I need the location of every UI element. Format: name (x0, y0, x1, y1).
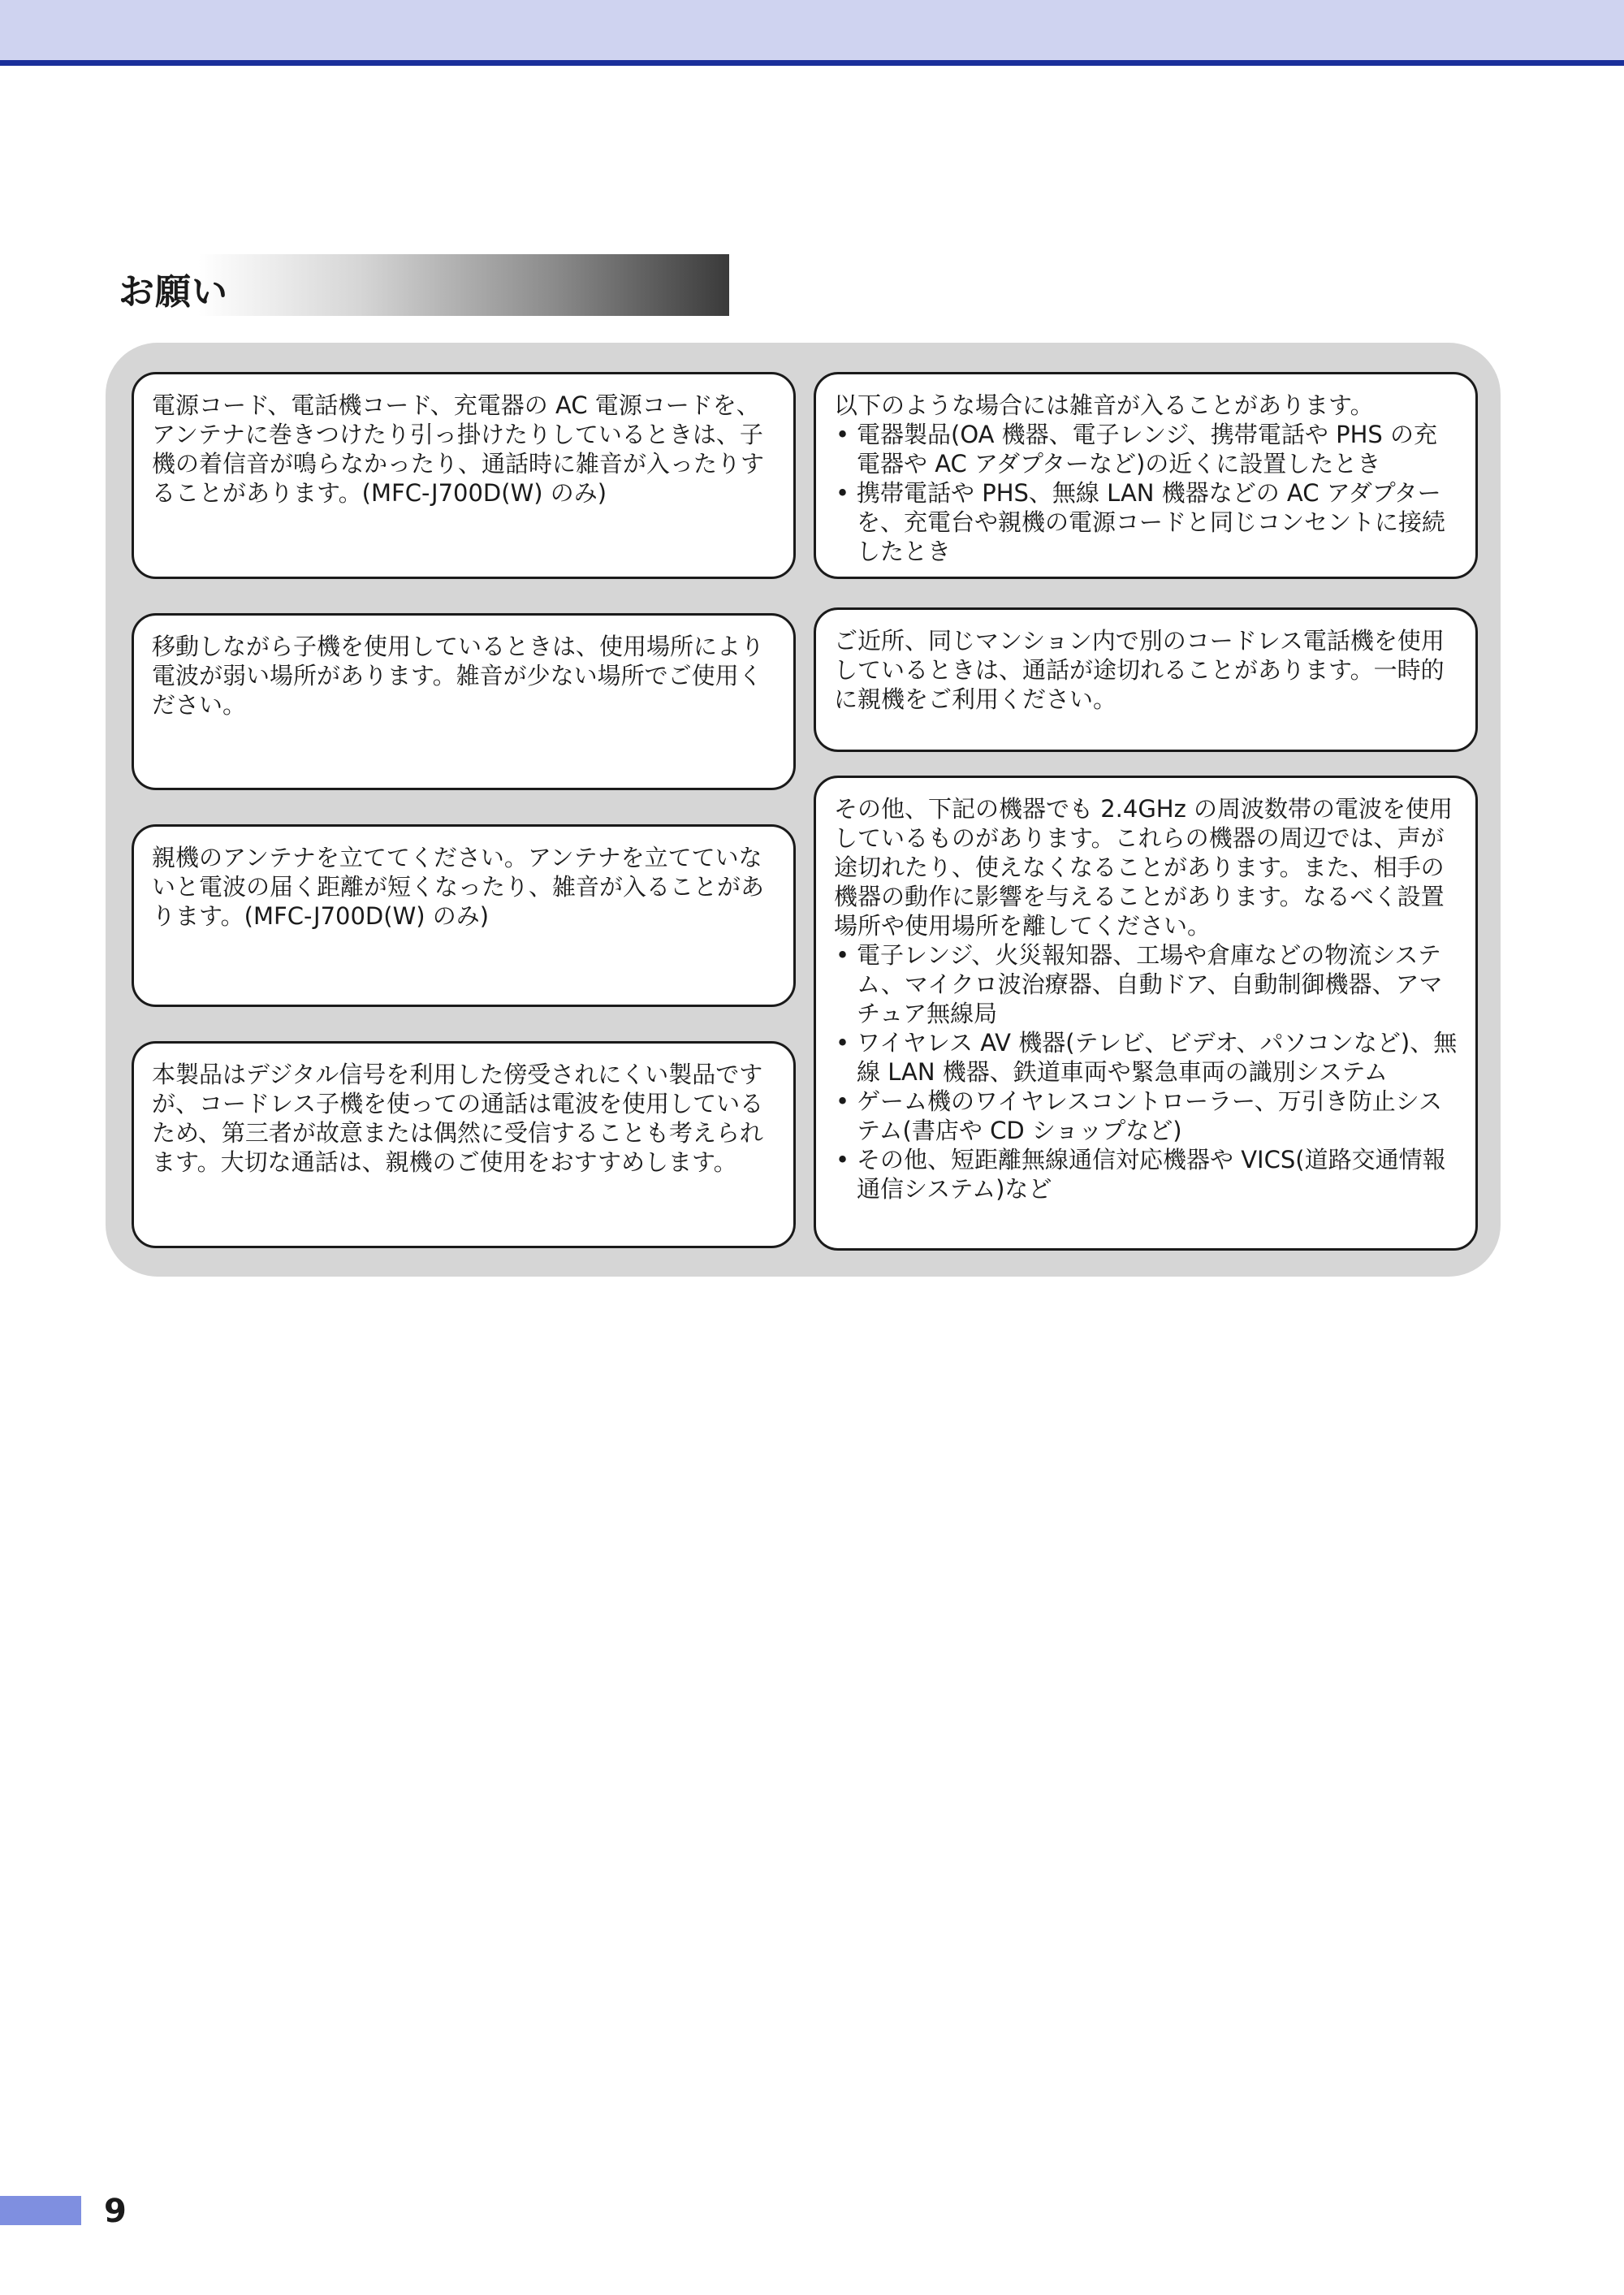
page-number: 9 (104, 2193, 127, 2230)
note-2-4ghz-devices (814, 776, 1478, 1251)
list-item: • 電器製品(OA 機器、電子レンジ、携帯電話や PHS の充電器や AC アダプターなど)の近くに設置したとき (834, 420, 1459, 478)
list-item: • その他、短距離無線通信対応機器や VICS(道路交通情報通信システム)など (834, 1145, 1459, 1204)
list-item: • 携帯電話や PHS、無線 LAN 機器などの AC アダプターを、充電台や親機の電源コードと同じコンセントに接続したとき (834, 478, 1459, 566)
note-moving-handset (132, 613, 796, 790)
note-text: ご近所、同じマンション内で別のコードレス電話機を使用しているときは、通話が途切れることがあります。一時的に親機をご利用ください。 (834, 627, 1445, 713)
note-text: 親機のアンテナを立ててください。アンテナを立てていないと電波の届く距離が短くなったり、雑音が入ることがあります。(MFC-J700D(W) のみ) (152, 844, 765, 930)
bullet-list (834, 420, 1459, 566)
page-tab (0, 2196, 81, 2225)
bullet-list (834, 940, 1459, 1204)
note-intro: その他、下記の機器でも 2.4GHz の周波数帯の電波を使用しているものがあります。これらの機器の周辺では、声が途切れたり、使えなくなることがあります。また、相手の機器の動作に影響を与えることがあります。なるべく設置場所や使用場所を離してください。 (834, 795, 1453, 940)
note-noise-sources (814, 372, 1478, 579)
note-nearby-cordless (814, 607, 1478, 752)
note-text: 移動しながら子機を使用しているときは、使用場所により電波が弱い場所があります。雑音が少ない場所でご使用ください。 (152, 633, 765, 719)
section-title-bar (112, 254, 729, 316)
list-item: • ワイヤレス AV 機器(テレビ、ビデオ、パソコンなど)、無線 LAN 機器、鉄道車両や緊急車両の識別システム (834, 1028, 1459, 1087)
header-rule (0, 60, 1624, 66)
note-intro: 以下のような場合には雑音が入ることがあります。 (834, 391, 1374, 419)
note-text: 電源コード、電話機コード、充電器の AC 電源コードを、アンテナに巻きつけたり引っ掛けたりしているときは、子機の着信音が鳴らなかったり、通話時に雑音が入ったりすることがあります。(MFC-J700D(W) のみ) (152, 391, 765, 507)
list-item: • 電子レンジ、火災報知器、工場や倉庫などの物流システム、マイクロ波治療器、自動ドア、自動制御機器、アマチュア無線局 (834, 940, 1459, 1028)
section-title: お願い (119, 271, 228, 313)
note-interception (132, 1041, 796, 1248)
note-text: 本製品はデジタル信号を利用した傍受されにくい製品ですが、コードレス子機を使っての通話は電波を使用しているため、第三者が故意または偶然に受信することも考えられます。大切な通話は、親機のご使用をおすすめします。 (152, 1061, 764, 1176)
note-antenna-cords (132, 372, 796, 579)
note-raise-antenna (132, 824, 796, 1007)
header-band (0, 0, 1624, 60)
list-item: • ゲーム機のワイヤレスコントローラー、万引き防止システム(書店や CD ショップなど) (834, 1087, 1459, 1145)
